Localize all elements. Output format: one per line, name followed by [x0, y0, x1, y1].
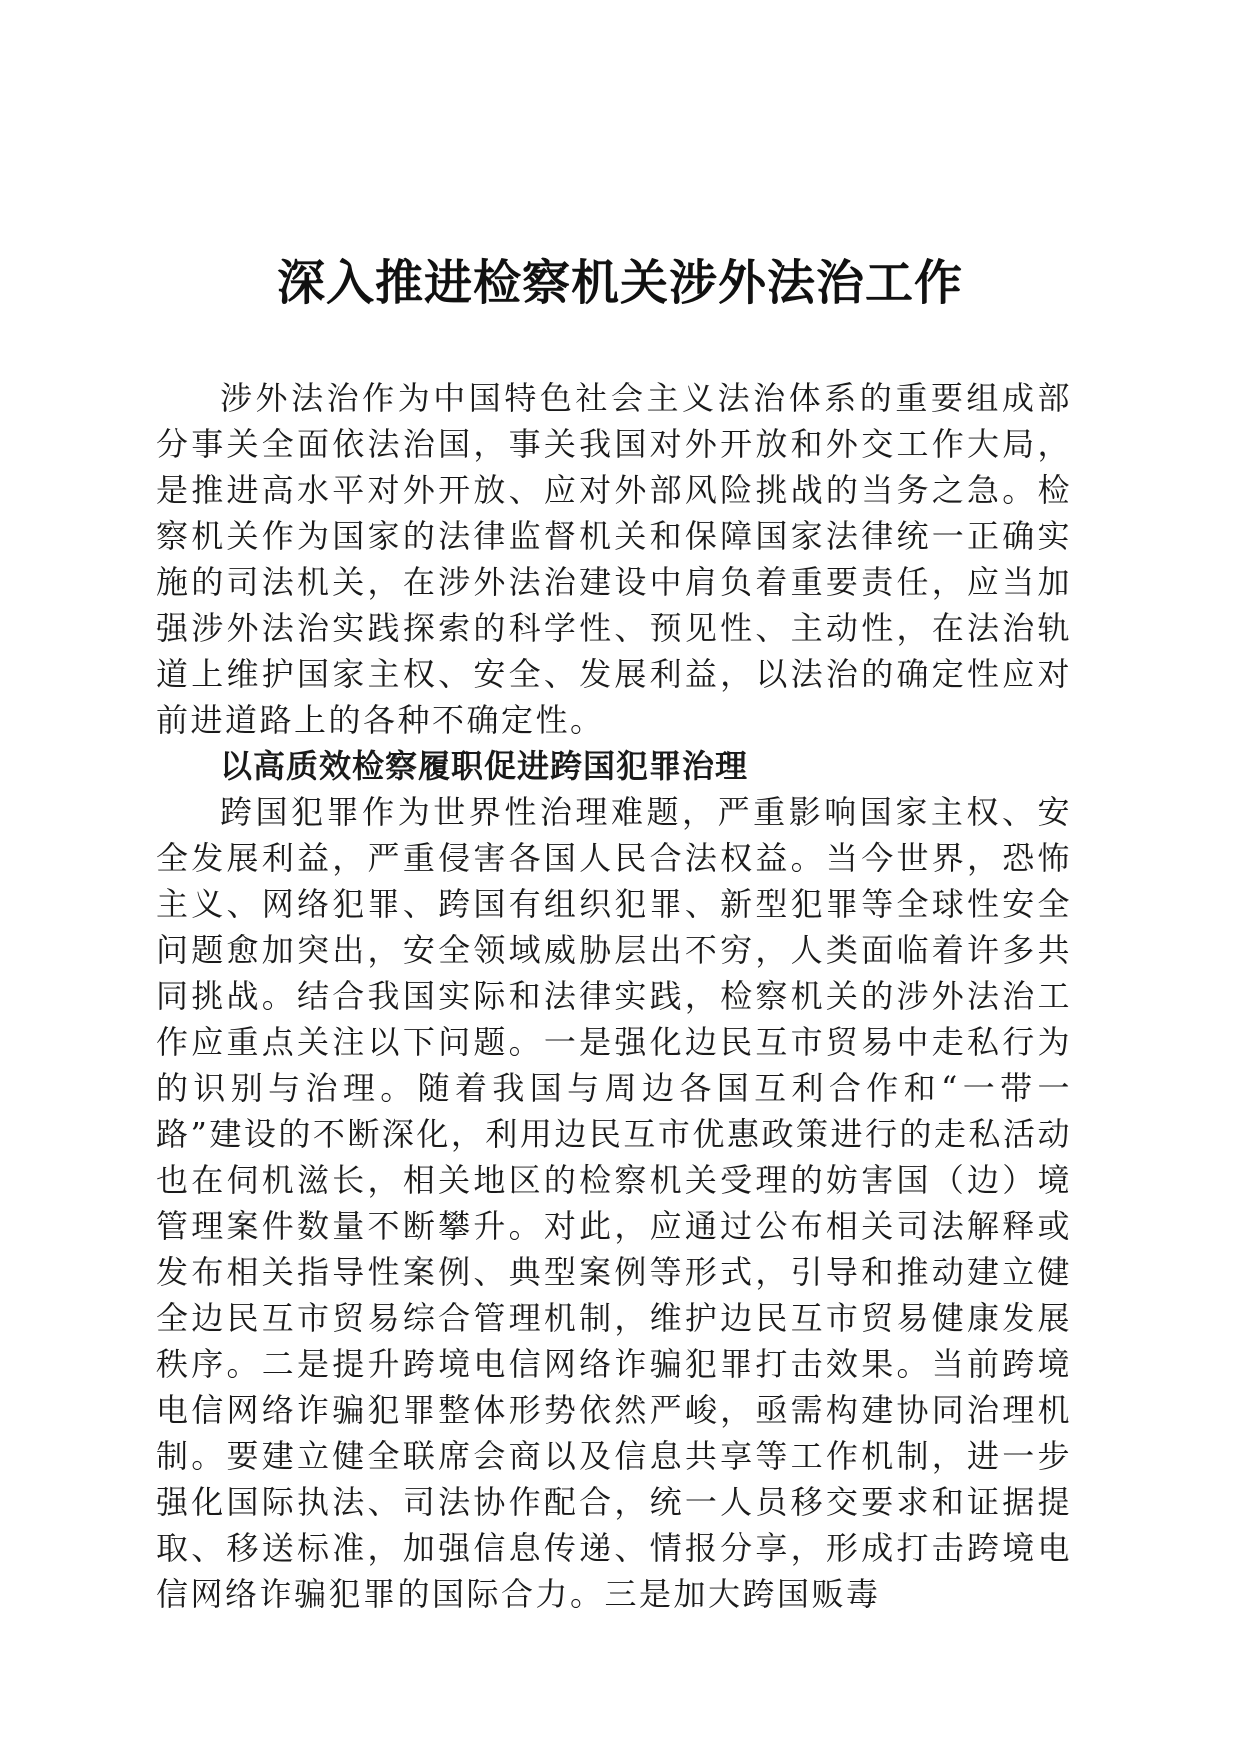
document-title: 深入推进检察机关涉外法治工作 — [276, 255, 963, 311]
section-paragraph: 跨国犯罪作为世界性治理难题，严重影响国家主权、安全发展利益，严重侵害各国人民合法权益。当今世界，恐怖主义、网络犯罪、跨国有组织犯罪、新型犯罪等全球性安全问题愈加突出，安全领域威胁层出不穷，人类面临着许多共同挑战。结合我国实际和法律实践，检察机关的涉外法治工作应重点关注以下问题。一是强化边民互市贸易中走私行为的识别与治理。随着我国与周边各国互利合作和“一带一路”建设的不断深化，利用边民互市优惠政策进行的走私活动也在伺机滋长，相关地区的检察机关受理的妨害国（边）境管理案件数量不断攀升。对此，应通过公布相关司法解释或发布相关指导性案例、典型案例等形式，引导和推动建立健全边民互市贸易综合管理机制，维护边民互市贸易健康发展秩序。二是提升跨境电信网络诈骗犯罪打击效果。当前跨境电信网络诈骗犯罪整体形势依然严峻，亟需构建协同治理机制。要建立健全联席会商以及信息共享等工作机制，进一步强化国际执法、司法协作配合，统一人员移交要求和证据提取、移送标准，加强信息传递、情报分享，形成打击跨境电信网络诈骗犯罪的国际合力。三是加大跨国贩毒 — [156, 793, 1072, 1613]
intro-paragraph: 涉外法治作为中国特色社会主义法治体系的重要组成部分事关全面依法治国，事关我国对外开放和外交工作大局，是推进高水平对外开放、应对外部风险挑战的当务之急。检察机关作为国家的法律监督机关和保障国家法律统一正确实施的司法机关，在涉外法治建设中肩负着重要责任，应当加强涉外法治实践探索的科学性、预见性、主动性，在法治轨道上维护国家主权、安全、发展利益，以法治的确定性应对前进道路上的各种不确定性。 — [156, 379, 1072, 739]
document-body — [156, 375, 1072, 1617]
section-heading: 以高质效检察履职促进跨国犯罪治理 — [220, 747, 749, 785]
